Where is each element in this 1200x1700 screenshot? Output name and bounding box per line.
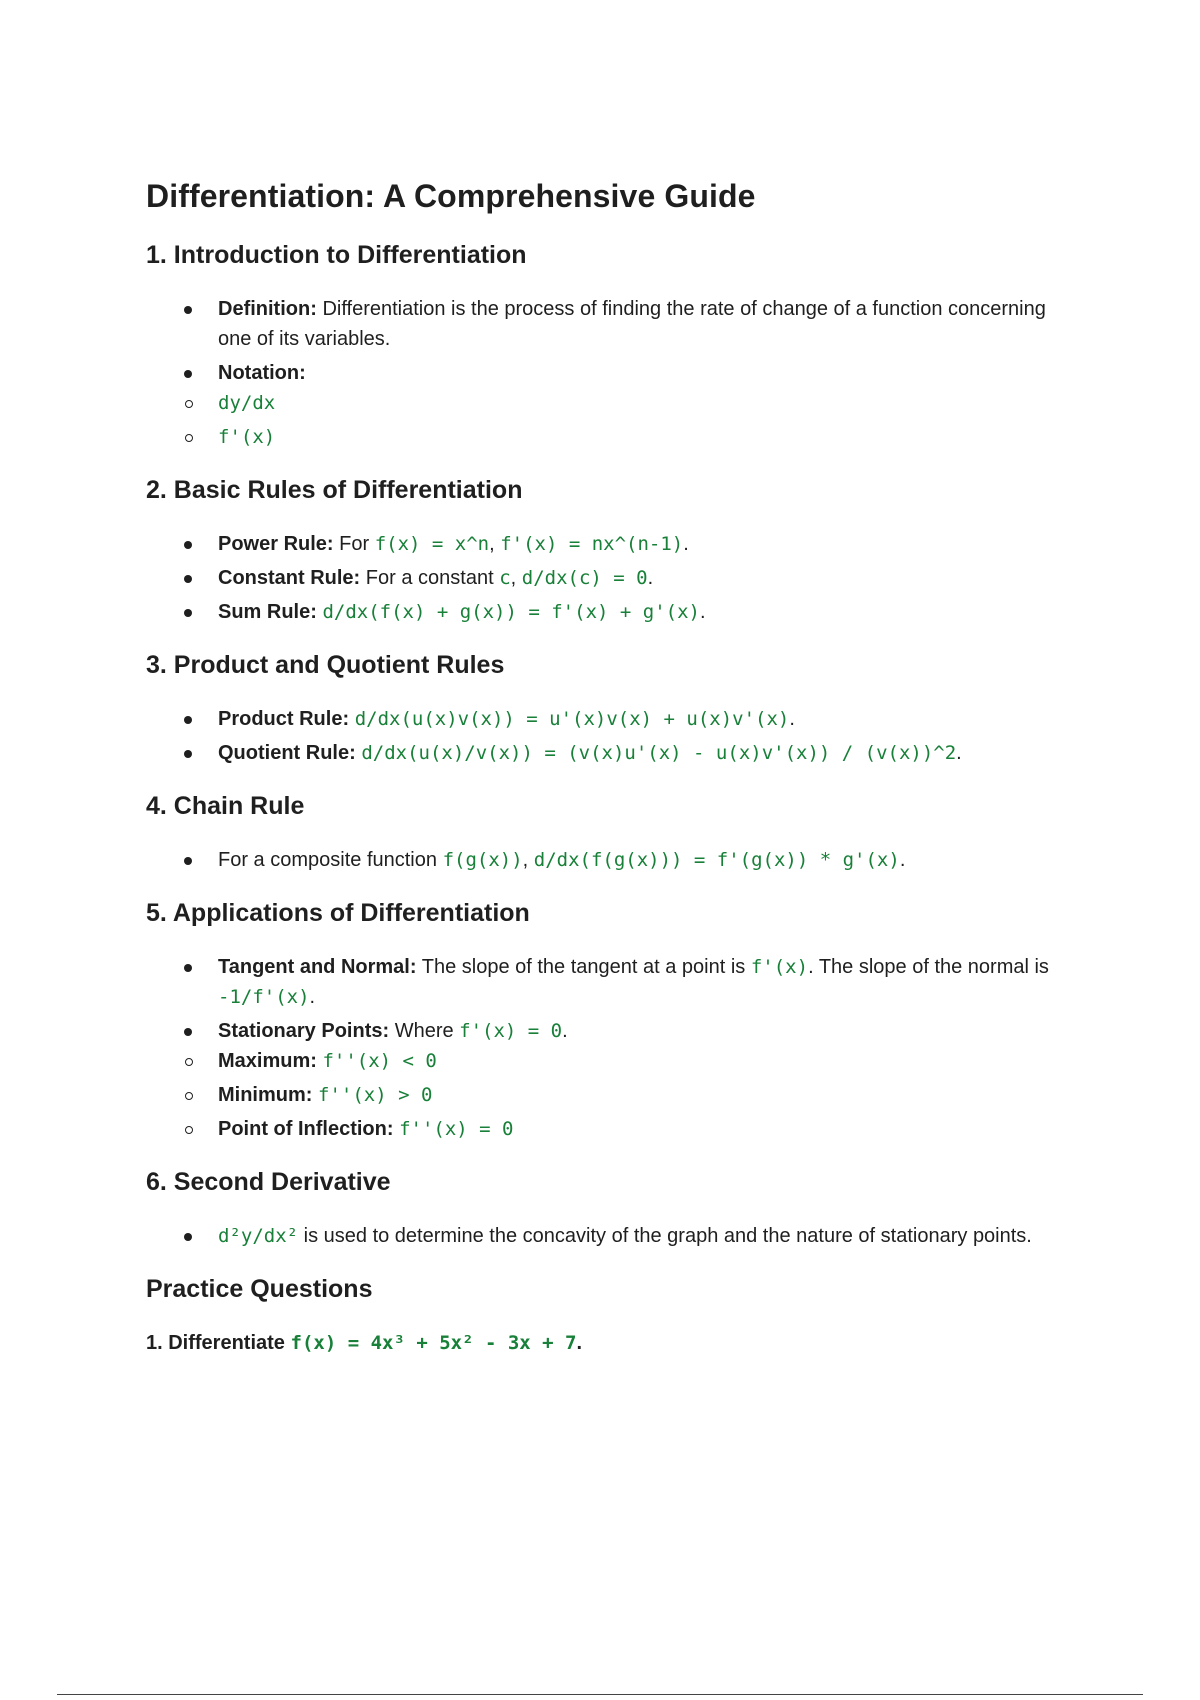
notation-item bbox=[218, 388, 1066, 418]
basic-rules-list bbox=[146, 529, 1066, 627]
section-heading-introduction: 1. Introduction to Differentiation bbox=[146, 241, 527, 269]
product-rule-end: . bbox=[789, 708, 795, 730]
stationary-item-minimum bbox=[218, 1080, 1066, 1110]
tangent-end: . bbox=[309, 986, 316, 1008]
list-item-notation bbox=[218, 358, 1066, 452]
practice-question-1 bbox=[146, 1328, 1066, 1358]
page-bottom-rule bbox=[57, 1694, 1143, 1695]
second-derivative-list bbox=[146, 1221, 1066, 1251]
section-heading-applications: 5. Applications of Differentiation bbox=[146, 899, 530, 927]
list-item-quotient-rule bbox=[218, 738, 1066, 768]
power-rule-label: Power Rule: bbox=[218, 533, 334, 555]
list-item-power-rule bbox=[218, 529, 1066, 559]
list-item-sum-rule bbox=[218, 597, 1066, 627]
list-item-chain-rule bbox=[218, 845, 1066, 875]
document-page bbox=[146, 178, 1066, 1358]
list-item-definition bbox=[218, 294, 1066, 354]
list-item-constant-rule bbox=[218, 563, 1066, 593]
inflection-code: f''(x) = 0 bbox=[399, 1118, 514, 1140]
sum-rule-end: . bbox=[699, 601, 706, 623]
product-rule-code: d/dx(u(x)v(x)) = u'(x)v(x) + u(x)v'(x) bbox=[354, 708, 790, 730]
tangent-code-2: -1/f'(x) bbox=[218, 986, 310, 1008]
constant-rule-code-1: c bbox=[499, 567, 511, 589]
section-heading-second-derivative: 6. Second Derivative bbox=[146, 1168, 391, 1196]
notation-dydx: dy/dx bbox=[218, 392, 276, 414]
power-rule-sep: , bbox=[489, 533, 495, 555]
stationary-end: . bbox=[562, 1020, 568, 1042]
constant-rule-pre: For a constant bbox=[365, 567, 494, 589]
maximum-code: f''(x) < 0 bbox=[322, 1050, 437, 1072]
stationary-pre: Where bbox=[394, 1020, 454, 1042]
tangent-code-1: f'(x) bbox=[750, 956, 809, 978]
section-heading-practice: Practice Questions bbox=[146, 1275, 373, 1303]
chain-rule-code-1: f(g(x)) bbox=[442, 849, 523, 871]
section-heading-chain-rule: 4. Chain Rule bbox=[146, 792, 305, 820]
constant-rule-end: . bbox=[647, 567, 654, 589]
list-item-tangent-normal bbox=[218, 952, 1066, 1012]
chain-rule-list bbox=[146, 845, 1066, 875]
sum-rule-label: Sum Rule: bbox=[218, 601, 317, 623]
tangent-label: Tangent and Normal: bbox=[218, 956, 417, 978]
tangent-text-2: . The slope of the normal is bbox=[808, 956, 1049, 978]
stationary-label: Stationary Points: bbox=[218, 1020, 390, 1042]
stationary-item-maximum bbox=[218, 1046, 1066, 1076]
second-derivative-text: is used to determine the concavity of the graph and the nature of stationary points. bbox=[303, 1225, 1032, 1247]
quotient-rule-code: d/dx(u(x)/v(x)) = (v(x)u'(x) - u(x)v'(x)) / (v(x))^2 bbox=[361, 742, 957, 764]
chain-rule-code-2: d/dx(f(g(x))) = f'(g(x)) * g'(x) bbox=[533, 849, 900, 871]
page-title: Differentiation: A Comprehensive Guide bbox=[146, 178, 756, 214]
tangent-text-1: The slope of the tangent at a point is bbox=[421, 956, 746, 978]
definition-text: Differentiation is the process of finding the rate of change of a function concerning one of its variables. bbox=[218, 298, 1046, 350]
chain-rule-end: . bbox=[899, 849, 906, 871]
chain-rule-sep: , bbox=[522, 849, 529, 871]
definition-label: Definition: bbox=[218, 298, 317, 320]
question-1-end: . bbox=[576, 1332, 583, 1354]
second-derivative-code: d²y/dx² bbox=[218, 1225, 299, 1247]
section-heading-basic-rules: 2. Basic Rules of Differentiation bbox=[146, 476, 523, 504]
product-quotient-list bbox=[146, 704, 1066, 768]
power-rule-pre: For bbox=[339, 533, 370, 555]
power-rule-code-2: f'(x) = nx^(n-1) bbox=[500, 533, 684, 555]
stationary-code: f'(x) = 0 bbox=[459, 1020, 563, 1042]
quotient-rule-label: Quotient Rule: bbox=[218, 742, 356, 764]
chain-rule-pre: For a composite function bbox=[218, 849, 437, 871]
applications-list bbox=[146, 952, 1066, 1144]
list-item-second-derivative bbox=[218, 1221, 1066, 1251]
section-heading-product-quotient: 3. Product and Quotient Rules bbox=[146, 651, 505, 679]
intro-list bbox=[146, 294, 1066, 452]
sum-rule-code: d/dx(f(x) + g(x)) = f'(x) + g'(x) bbox=[322, 601, 700, 623]
notation-sublist bbox=[145, 388, 1066, 452]
power-rule-code-1: f(x) = x^n bbox=[374, 533, 490, 555]
question-1-code: f(x) = 4x³ + 5x² - 3x + 7 bbox=[290, 1332, 577, 1354]
stationary-item-inflection bbox=[218, 1114, 1066, 1144]
minimum-label: Minimum: bbox=[218, 1084, 313, 1106]
constant-rule-label: Constant Rule: bbox=[218, 567, 361, 589]
notation-label: Notation: bbox=[218, 362, 306, 384]
notation-item bbox=[218, 422, 1066, 452]
product-rule-label: Product Rule: bbox=[218, 708, 350, 730]
stationary-sublist bbox=[145, 1046, 1066, 1144]
list-item-product-rule bbox=[218, 704, 1066, 734]
notation-fprime: f'(x) bbox=[218, 426, 276, 448]
quotient-rule-end: . bbox=[956, 742, 962, 764]
power-rule-end: . bbox=[683, 533, 689, 555]
inflection-label: Point of Inflection: bbox=[218, 1118, 394, 1140]
constant-rule-code-2: d/dx(c) = 0 bbox=[521, 567, 648, 589]
maximum-label: Maximum: bbox=[218, 1050, 317, 1072]
minimum-code: f''(x) > 0 bbox=[318, 1084, 433, 1106]
question-1-label: 1. Differentiate bbox=[146, 1332, 285, 1354]
constant-rule-sep: , bbox=[510, 567, 517, 589]
list-item-stationary-points bbox=[218, 1016, 1066, 1144]
